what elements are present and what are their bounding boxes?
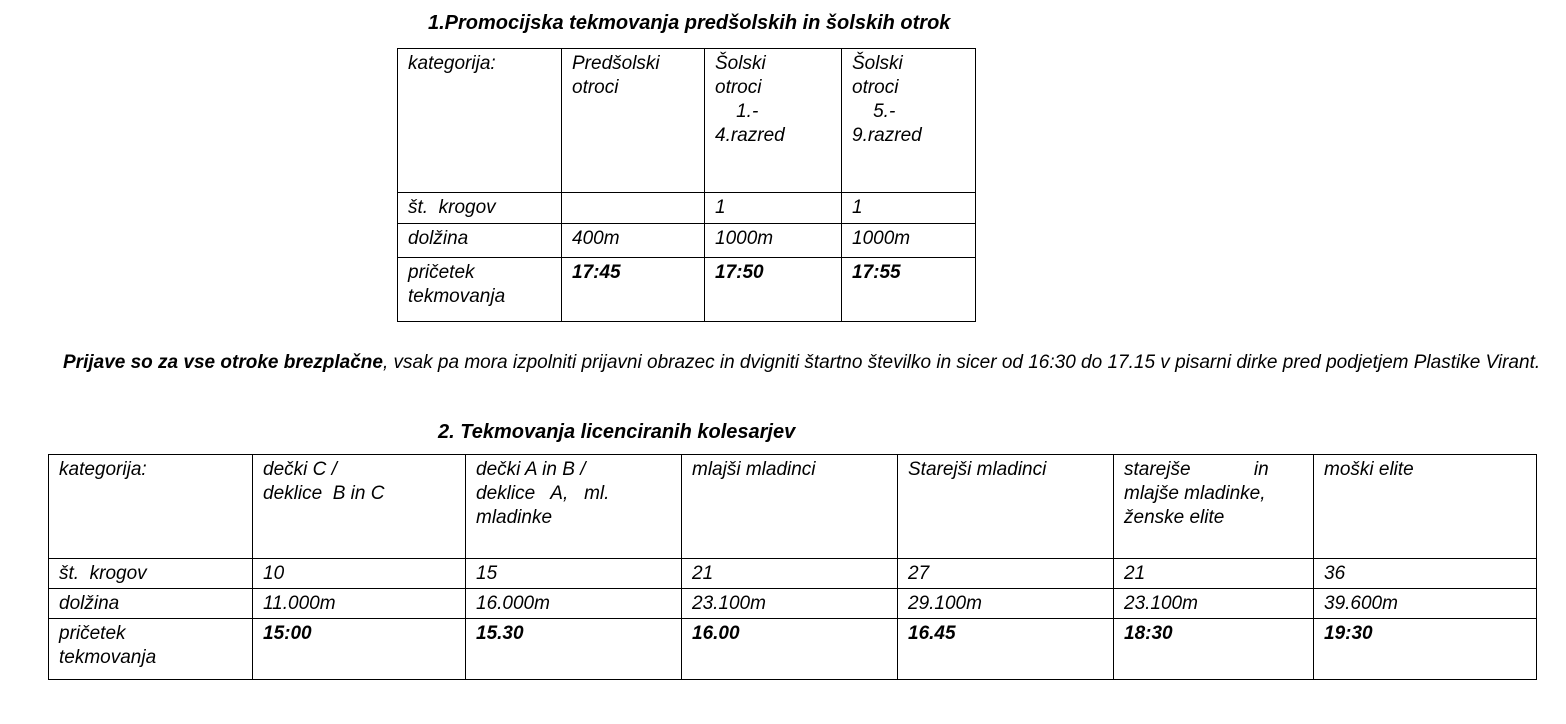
registration-note-text: , vsak pa mora izpolniti prijavni obrazec in dvigniti štartno številko in sicer od 16:30 do 17.15 v pisarni dirke pred podjetjem Plastike Virant. <box>383 352 1541 373</box>
start-time: 15:00 <box>253 619 466 680</box>
length-value: 400m <box>562 224 705 258</box>
licensed-table <box>48 454 1537 680</box>
start-label: pričetek tekmovanja <box>49 619 253 680</box>
start-time: 19:30 <box>1314 619 1537 680</box>
table-row <box>49 619 1537 680</box>
length-value: 16.000m <box>466 589 682 619</box>
length-label: dolžina <box>49 589 253 619</box>
promo-table <box>397 48 976 322</box>
start-time: 17:45 <box>562 258 705 322</box>
laps-label: št. krogov <box>398 193 562 224</box>
category-cell: Starejši mladinci <box>898 455 1114 559</box>
length-value: 39.600m <box>1314 589 1537 619</box>
table-row <box>398 224 976 258</box>
category-preschool: Predšolski otroci <box>562 49 705 193</box>
length-value: 1000m <box>842 224 976 258</box>
start-time: 15.30 <box>466 619 682 680</box>
start-time: 17:50 <box>705 258 842 322</box>
start-time: 16.45 <box>898 619 1114 680</box>
table-row <box>398 258 976 322</box>
category-label: kategorija: <box>398 49 562 193</box>
length-value: 1000m <box>705 224 842 258</box>
laps-value: 21 <box>1114 559 1314 589</box>
category-label: kategorija: <box>49 455 253 559</box>
table-row <box>398 193 976 224</box>
start-time: 17:55 <box>842 258 976 322</box>
category-school-5-9: Šolski otroci 5.- 9.razred <box>842 49 976 193</box>
start-time: 18:30 <box>1114 619 1314 680</box>
category-cell: mlajši mladinci <box>682 455 898 559</box>
section1-title: 1.Promocijska tekmovanja predšolskih in šolskih otrok <box>428 12 951 34</box>
laps-value <box>562 193 705 224</box>
laps-value: 1 <box>842 193 976 224</box>
length-value: 11.000m <box>253 589 466 619</box>
laps-value: 1 <box>705 193 842 224</box>
section2-title: 2. Tekmovanja licenciranih kolesarjev <box>438 421 796 443</box>
laps-value: 10 <box>253 559 466 589</box>
registration-note-bold: Prijave so za vse otroke brezplačne <box>63 352 383 373</box>
registration-note <box>63 350 1541 375</box>
category-cell: starejše in mlajše mladinke, ženske elite <box>1114 455 1314 559</box>
laps-value: 27 <box>898 559 1114 589</box>
length-label: dolžina <box>398 224 562 258</box>
length-value: 29.100m <box>898 589 1114 619</box>
category-cell: dečki C / deklice B in C <box>253 455 466 559</box>
start-label: pričetek tekmovanja <box>398 258 562 322</box>
category-cell: moški elite <box>1314 455 1537 559</box>
category-school-1-4: Šolski otroci 1.- 4.razred <box>705 49 842 193</box>
table-row <box>49 455 1537 559</box>
laps-value: 21 <box>682 559 898 589</box>
length-value: 23.100m <box>1114 589 1314 619</box>
table-row <box>398 49 976 193</box>
laps-value: 15 <box>466 559 682 589</box>
start-time: 16.00 <box>682 619 898 680</box>
laps-value: 36 <box>1314 559 1537 589</box>
table-row <box>49 559 1537 589</box>
laps-label: št. krogov <box>49 559 253 589</box>
length-value: 23.100m <box>682 589 898 619</box>
table-row <box>49 589 1537 619</box>
category-cell: dečki A in B / deklice A, ml. mladinke <box>466 455 682 559</box>
